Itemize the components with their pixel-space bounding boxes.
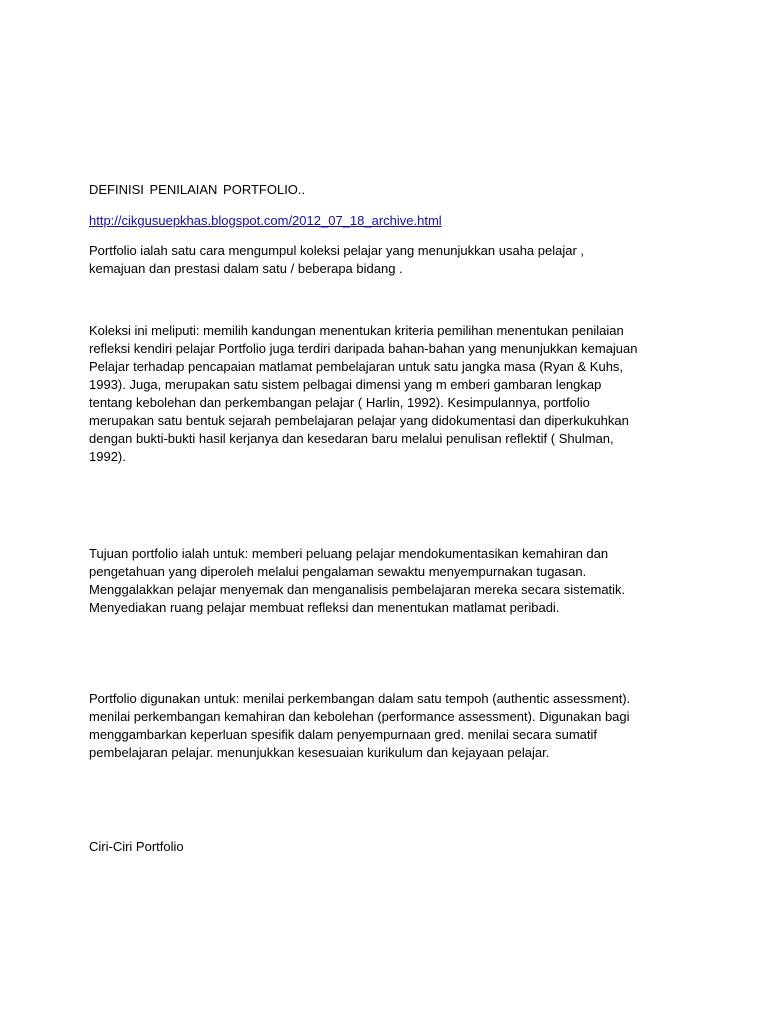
paragraph-definition: Portfolio ialah satu cara mengumpul koleksi pelajar yang menunjukkan usaha pelajar , kemajuan dan prestasi dalam satu / beberapa bidang .: [89, 243, 585, 276]
document-heading: DEFINISI PENILAIAN PORTFOLIO..: [89, 182, 306, 197]
source-link[interactable]: http://cikgusuepkhas.blogspot.com/2012_07_18_archive.html: [89, 213, 442, 228]
paragraph-purpose: Tujuan portfolio ialah untuk: memberi peluang pelajar mendokumentasikan kemahiran dan pengetahuan yang diperoleh melalui pengalaman sewaktu menyempurnakan tugasan. Menggalakkan pelajar menyemak dan menganalisis pembelajaran mereka secara sistematik. Menyediakan ruang pelajar membuat refleksi dan menentukan matlamat peribadi.: [89, 546, 626, 615]
section-subheading: Ciri-Ciri Portfolio: [89, 839, 184, 854]
paragraph-collection: Koleksi ini meliputi: memilih kandungan menentukan kriteria pemilihan menentukan penilaian refleksi kendiri pelajar Portfolio juga terdiri daripada bahan-bahan yang menunjukkan kemajuan Pelajar terhadap pencapaian matlamat pembelajaran untuk satu jangka masa (Ryan & Kuhs, 1993). Juga, merupakan satu sistem pelbagai dimensi yang m emberi gambaran lengkap tentang kebolehan dan perkembangan pelajar ( Harlin, 1992). Kesimpulannya, portfolio merupakan satu bentuk sejarah pembelajaran pelajar yang didokumentasi dan diperkukuhkan dengan bukti-bukti hasil kerjanya dan kesedaran baru melalui penulisan reflektif ( Shulman, 1992).: [89, 323, 638, 464]
paragraph-usage: Portfolio digunakan untuk: menilai perkembangan dalam satu tempoh (authentic assessment). menilai perkembangan kemahiran dan kebolehan (performance assessment). Digunakan bagi menggambarkan keperluan spesifik dalam penyempurnaan gred. menilai secara sumatif pembelajaran pelajar. menunjukkan kesesuaian kurikulum dan kejayaan pelajar.: [89, 691, 631, 760]
